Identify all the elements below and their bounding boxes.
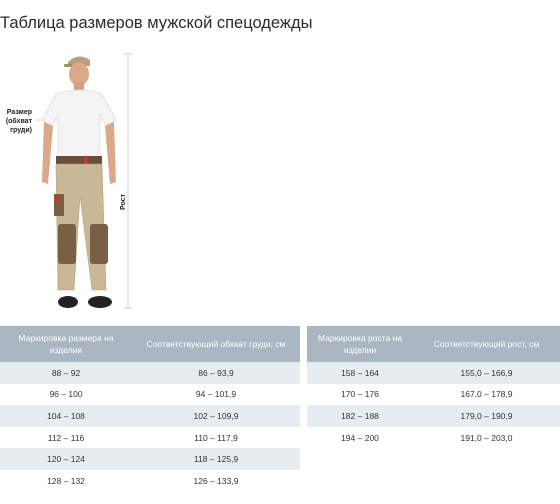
column-header: Маркировка размера на изделии — [0, 326, 132, 362]
worker-figure — [0, 46, 150, 316]
table-header-row — [0, 326, 300, 362]
table-cell: 155,0 – 166,9 — [413, 362, 560, 384]
table-header-row — [307, 326, 560, 362]
table-row — [307, 362, 560, 384]
table-cell: 102 – 109,9 — [132, 405, 300, 427]
table-cell: 179,0 – 190,9 — [413, 405, 560, 427]
column-header: Соответствующий обхват груди, см — [132, 326, 300, 362]
table-cell: 110 – 117,9 — [132, 427, 300, 449]
table-cell: 88 – 92 — [0, 362, 132, 384]
table-row — [0, 470, 300, 492]
table-cell: 194 – 200 — [307, 427, 413, 449]
table-row — [307, 384, 560, 406]
table-row — [0, 427, 300, 449]
table-row — [0, 405, 300, 427]
table-cell: 86 – 93,9 — [132, 362, 300, 384]
table-cell: 96 – 100 — [0, 384, 132, 406]
table-cell: 104 – 108 — [0, 405, 132, 427]
table-cell: 126 – 133,9 — [132, 470, 300, 492]
table-cell: 158 – 164 — [307, 362, 413, 384]
table-cell: 120 – 124 — [0, 448, 132, 470]
chest-size-table — [0, 326, 300, 492]
table-cell: 167,0 – 178,9 — [413, 384, 560, 406]
height-label: Рост — [120, 194, 127, 210]
height-size-table — [307, 326, 560, 448]
column-header: Маркировка роста на изделии — [307, 326, 413, 362]
table-row — [307, 427, 560, 449]
table-row — [0, 384, 300, 406]
page-title: Таблица размеров мужской спецодежды — [0, 14, 313, 32]
table-cell: 191,0 – 203,0 — [413, 427, 560, 449]
worker-model-image — [0, 46, 150, 316]
table-row — [0, 448, 300, 470]
chest-size-label: Размер (обхват груди) — [5, 109, 32, 134]
table-row — [0, 362, 300, 384]
table-cell: 182 – 188 — [307, 405, 413, 427]
table-row — [307, 405, 560, 427]
table-cell: 170 – 176 — [307, 384, 413, 406]
table-cell: 112 – 116 — [0, 427, 132, 449]
column-header: Соответствующий рост, см — [413, 326, 560, 362]
table-cell: 94 – 101,9 — [132, 384, 300, 406]
table-cell: 128 – 132 — [0, 470, 132, 492]
table-cell: 118 – 125,9 — [132, 448, 300, 470]
